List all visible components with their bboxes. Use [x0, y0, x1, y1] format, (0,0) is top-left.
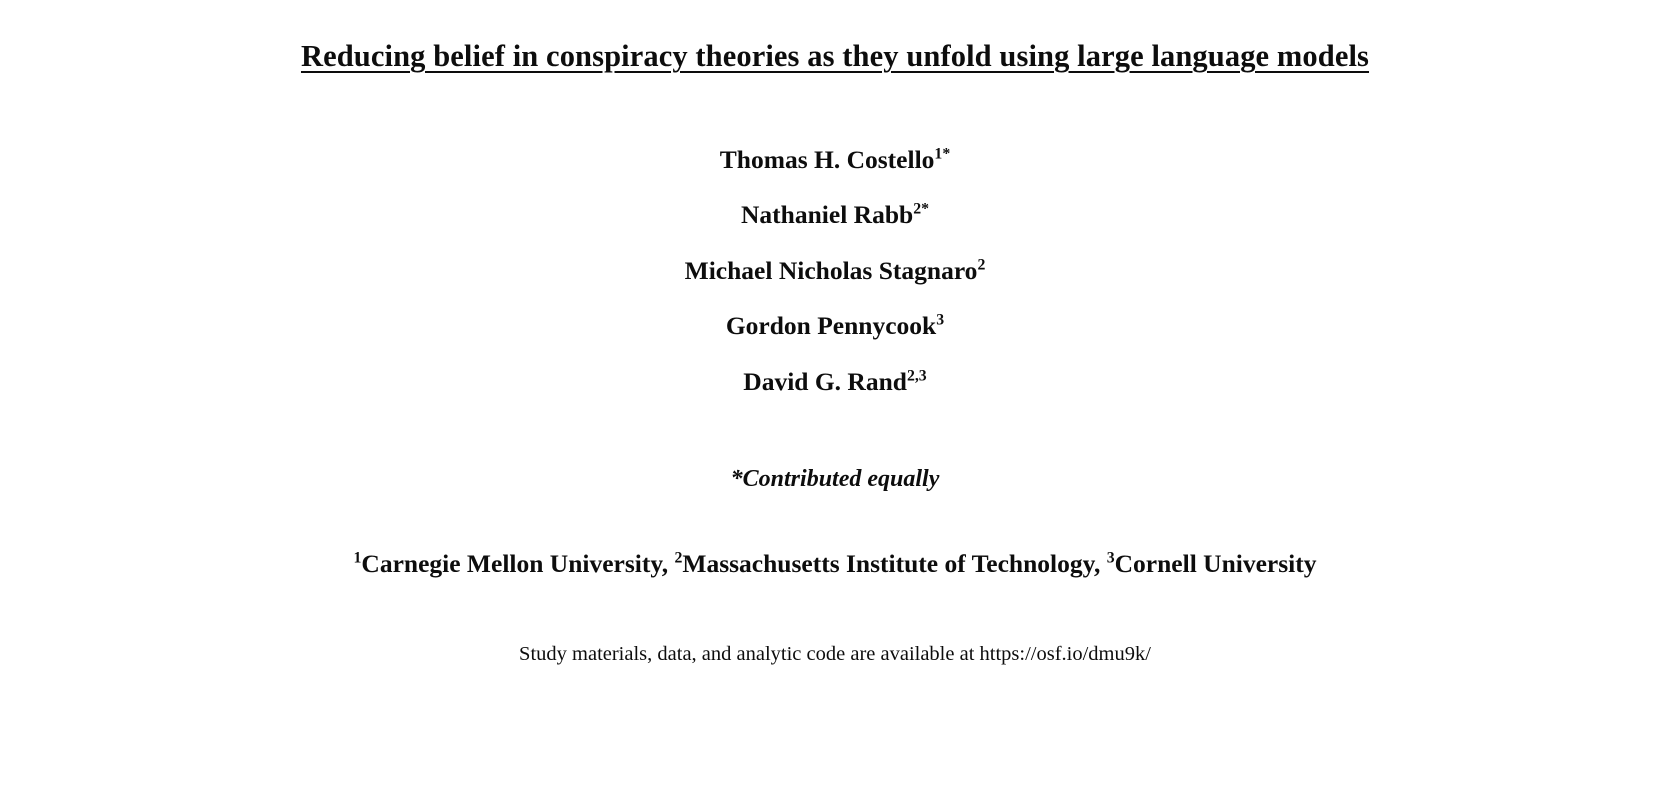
affiliation-mark-2: 2 — [674, 549, 683, 567]
affiliation-mark-1: 1 — [353, 549, 362, 567]
author-affiliation-mark: 2 — [977, 256, 986, 274]
author-affiliation-mark: 1* — [934, 145, 951, 163]
author-name: David G. Rand — [743, 366, 907, 396]
author-name: Michael Nicholas Stagnaro — [684, 255, 978, 285]
data-availability-statement: Study materials, data, and analytic code are available at https://osf.io/dmu9k/ — [519, 642, 1151, 665]
author-entry — [110, 144, 1560, 174]
author-entry — [110, 366, 1560, 396]
affiliation-institution-1: Carnegie Mellon University, — [361, 549, 675, 579]
author-entry — [110, 202, 1560, 228]
page-content — [110, 0, 1560, 666]
author-name: Gordon Pennycook — [725, 311, 937, 341]
author-affiliation-mark: 3 — [936, 311, 945, 329]
affiliation-mark-3: 3 — [1106, 549, 1115, 567]
affiliation-institution-2: Massachusetts Institute of Technology, — [682, 549, 1107, 579]
affiliation-institution-3: Cornell University — [1114, 549, 1317, 579]
author-name: Thomas H. Costello — [719, 144, 935, 174]
author-affiliation-mark: 2,3 — [906, 367, 927, 385]
affiliations-line — [110, 549, 1560, 580]
equal-contribution-note: *Contributed equally — [730, 466, 940, 493]
page-title: Reducing belief in conspiracy theories as they unfold using large language models — [300, 39, 1370, 73]
author-name: Nathaniel Rabb — [741, 200, 914, 230]
author-entry — [110, 313, 1560, 339]
author-affiliation-mark: 2* — [913, 200, 929, 218]
author-list — [110, 144, 1560, 396]
author-entry — [110, 255, 1560, 285]
